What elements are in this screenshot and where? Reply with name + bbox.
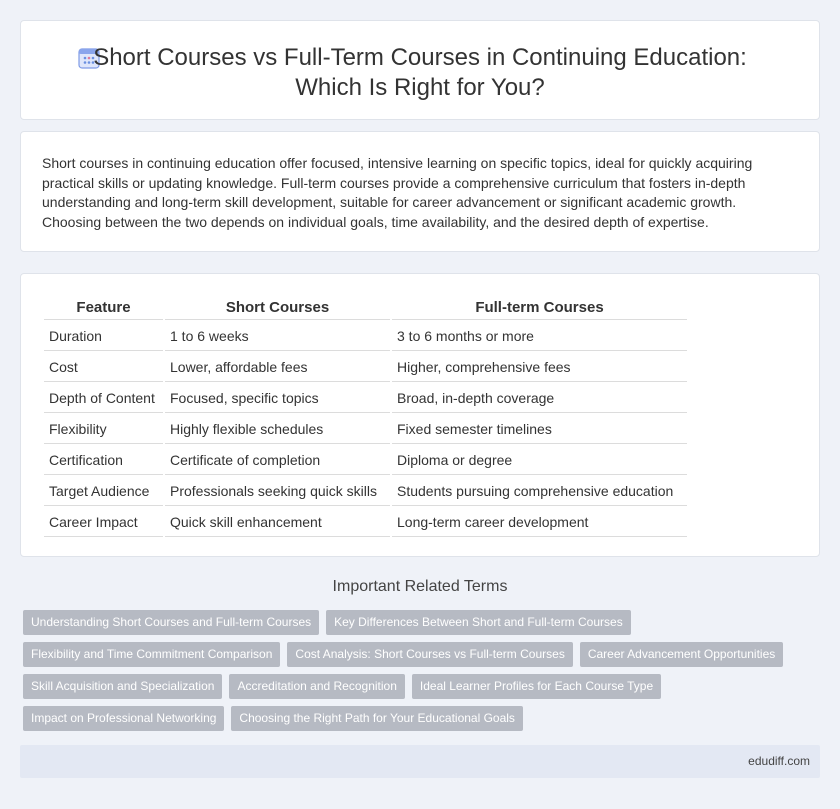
table-row xyxy=(44,384,687,413)
table-cell-full: Broad, in-depth coverage xyxy=(392,384,687,413)
comparison-table xyxy=(42,294,689,539)
header-full-term-courses: Full-term Courses xyxy=(392,296,687,320)
table-cell-short: Lower, affordable fees xyxy=(165,353,390,382)
related-term-tag[interactable]: Impact on Professional Networking xyxy=(23,706,224,731)
table-row xyxy=(44,353,687,382)
table-header-row xyxy=(44,296,687,320)
tag-row xyxy=(23,610,803,642)
related-term-tag[interactable]: Flexibility and Time Commitment Comparison xyxy=(23,642,280,667)
table-cell-feature: Cost xyxy=(44,353,163,382)
comparison-table-card xyxy=(20,273,820,557)
table-cell-feature: Target Audience xyxy=(44,477,163,506)
related-terms-title: Important Related Terms xyxy=(332,578,508,595)
table-cell-full: Long-term career development xyxy=(392,508,687,537)
related-term-tag[interactable]: Accreditation and Recognition xyxy=(229,674,404,699)
table-cell-short: Quick skill enhancement xyxy=(165,508,390,537)
related-term-tag[interactable]: Choosing the Right Path for Your Educational Goals xyxy=(231,706,523,731)
related-term-tag[interactable]: Skill Acquisition and Specialization xyxy=(23,674,222,699)
page-title-line-2: Which Is Right for You? xyxy=(295,74,545,101)
related-term-tag[interactable]: Career Advancement Opportunities xyxy=(580,642,783,667)
table-cell-feature: Flexibility xyxy=(44,415,163,444)
related-terms-tags xyxy=(23,610,803,738)
table-row xyxy=(44,508,687,537)
page-title xyxy=(21,43,819,103)
table-cell-full: Fixed semester timelines xyxy=(392,415,687,444)
tag-row xyxy=(23,674,803,706)
table-cell-full: Diploma or degree xyxy=(392,446,687,475)
table-row xyxy=(44,446,687,475)
intro-card xyxy=(20,131,820,252)
table-cell-short: Certificate of completion xyxy=(165,446,390,475)
table-cell-feature: Depth of Content xyxy=(44,384,163,413)
table-row xyxy=(44,477,687,506)
table-cell-short: Focused, specific topics xyxy=(165,384,390,413)
table-cell-feature: Duration xyxy=(44,322,163,351)
table-row xyxy=(44,415,687,444)
table-cell-short: Highly flexible schedules xyxy=(165,415,390,444)
tag-row xyxy=(23,642,803,674)
table-cell-full: Students pursuing comprehensive education xyxy=(392,477,687,506)
footer-site-link[interactable]: edudiff.com xyxy=(748,754,810,768)
table-cell-full: Higher, comprehensive fees xyxy=(392,353,687,382)
table-cell-feature: Career Impact xyxy=(44,508,163,537)
tag-row xyxy=(23,706,803,738)
header-short-courses: Short Courses xyxy=(165,296,390,320)
table-cell-short: Professionals seeking quick skills xyxy=(165,477,390,506)
table-cell-full: 3 to 6 months or more xyxy=(392,322,687,351)
header-card xyxy=(20,20,820,120)
intro-paragraph: Short courses in continuing education offer focused, intensive learning on specific topics, ideal for quickly acquiring practical skills or updating knowledge. Full-term courses provide a comprehensive curriculum that fosters in-depth understanding and long-term skill development, suitable for career advancement or significant academic growth. Choosing between the two depends on individual goals, time availability, and the desired depth of expertise. xyxy=(42,155,753,230)
related-term-tag[interactable]: Cost Analysis: Short Courses vs Full-term Courses xyxy=(287,642,572,667)
footer xyxy=(20,745,820,778)
table-cell-feature: Certification xyxy=(44,446,163,475)
related-term-tag[interactable]: Key Differences Between Short and Full-term Courses xyxy=(326,610,631,635)
related-term-tag[interactable]: Ideal Learner Profiles for Each Course Type xyxy=(412,674,661,699)
related-term-tag[interactable]: Understanding Short Courses and Full-term Courses xyxy=(23,610,319,635)
page-title-line-1: Short Courses vs Full-Term Courses in Continuing Education: xyxy=(93,44,747,71)
table-row xyxy=(44,322,687,351)
table-cell-short: 1 to 6 weeks xyxy=(165,322,390,351)
header-feature: Feature xyxy=(44,296,163,320)
